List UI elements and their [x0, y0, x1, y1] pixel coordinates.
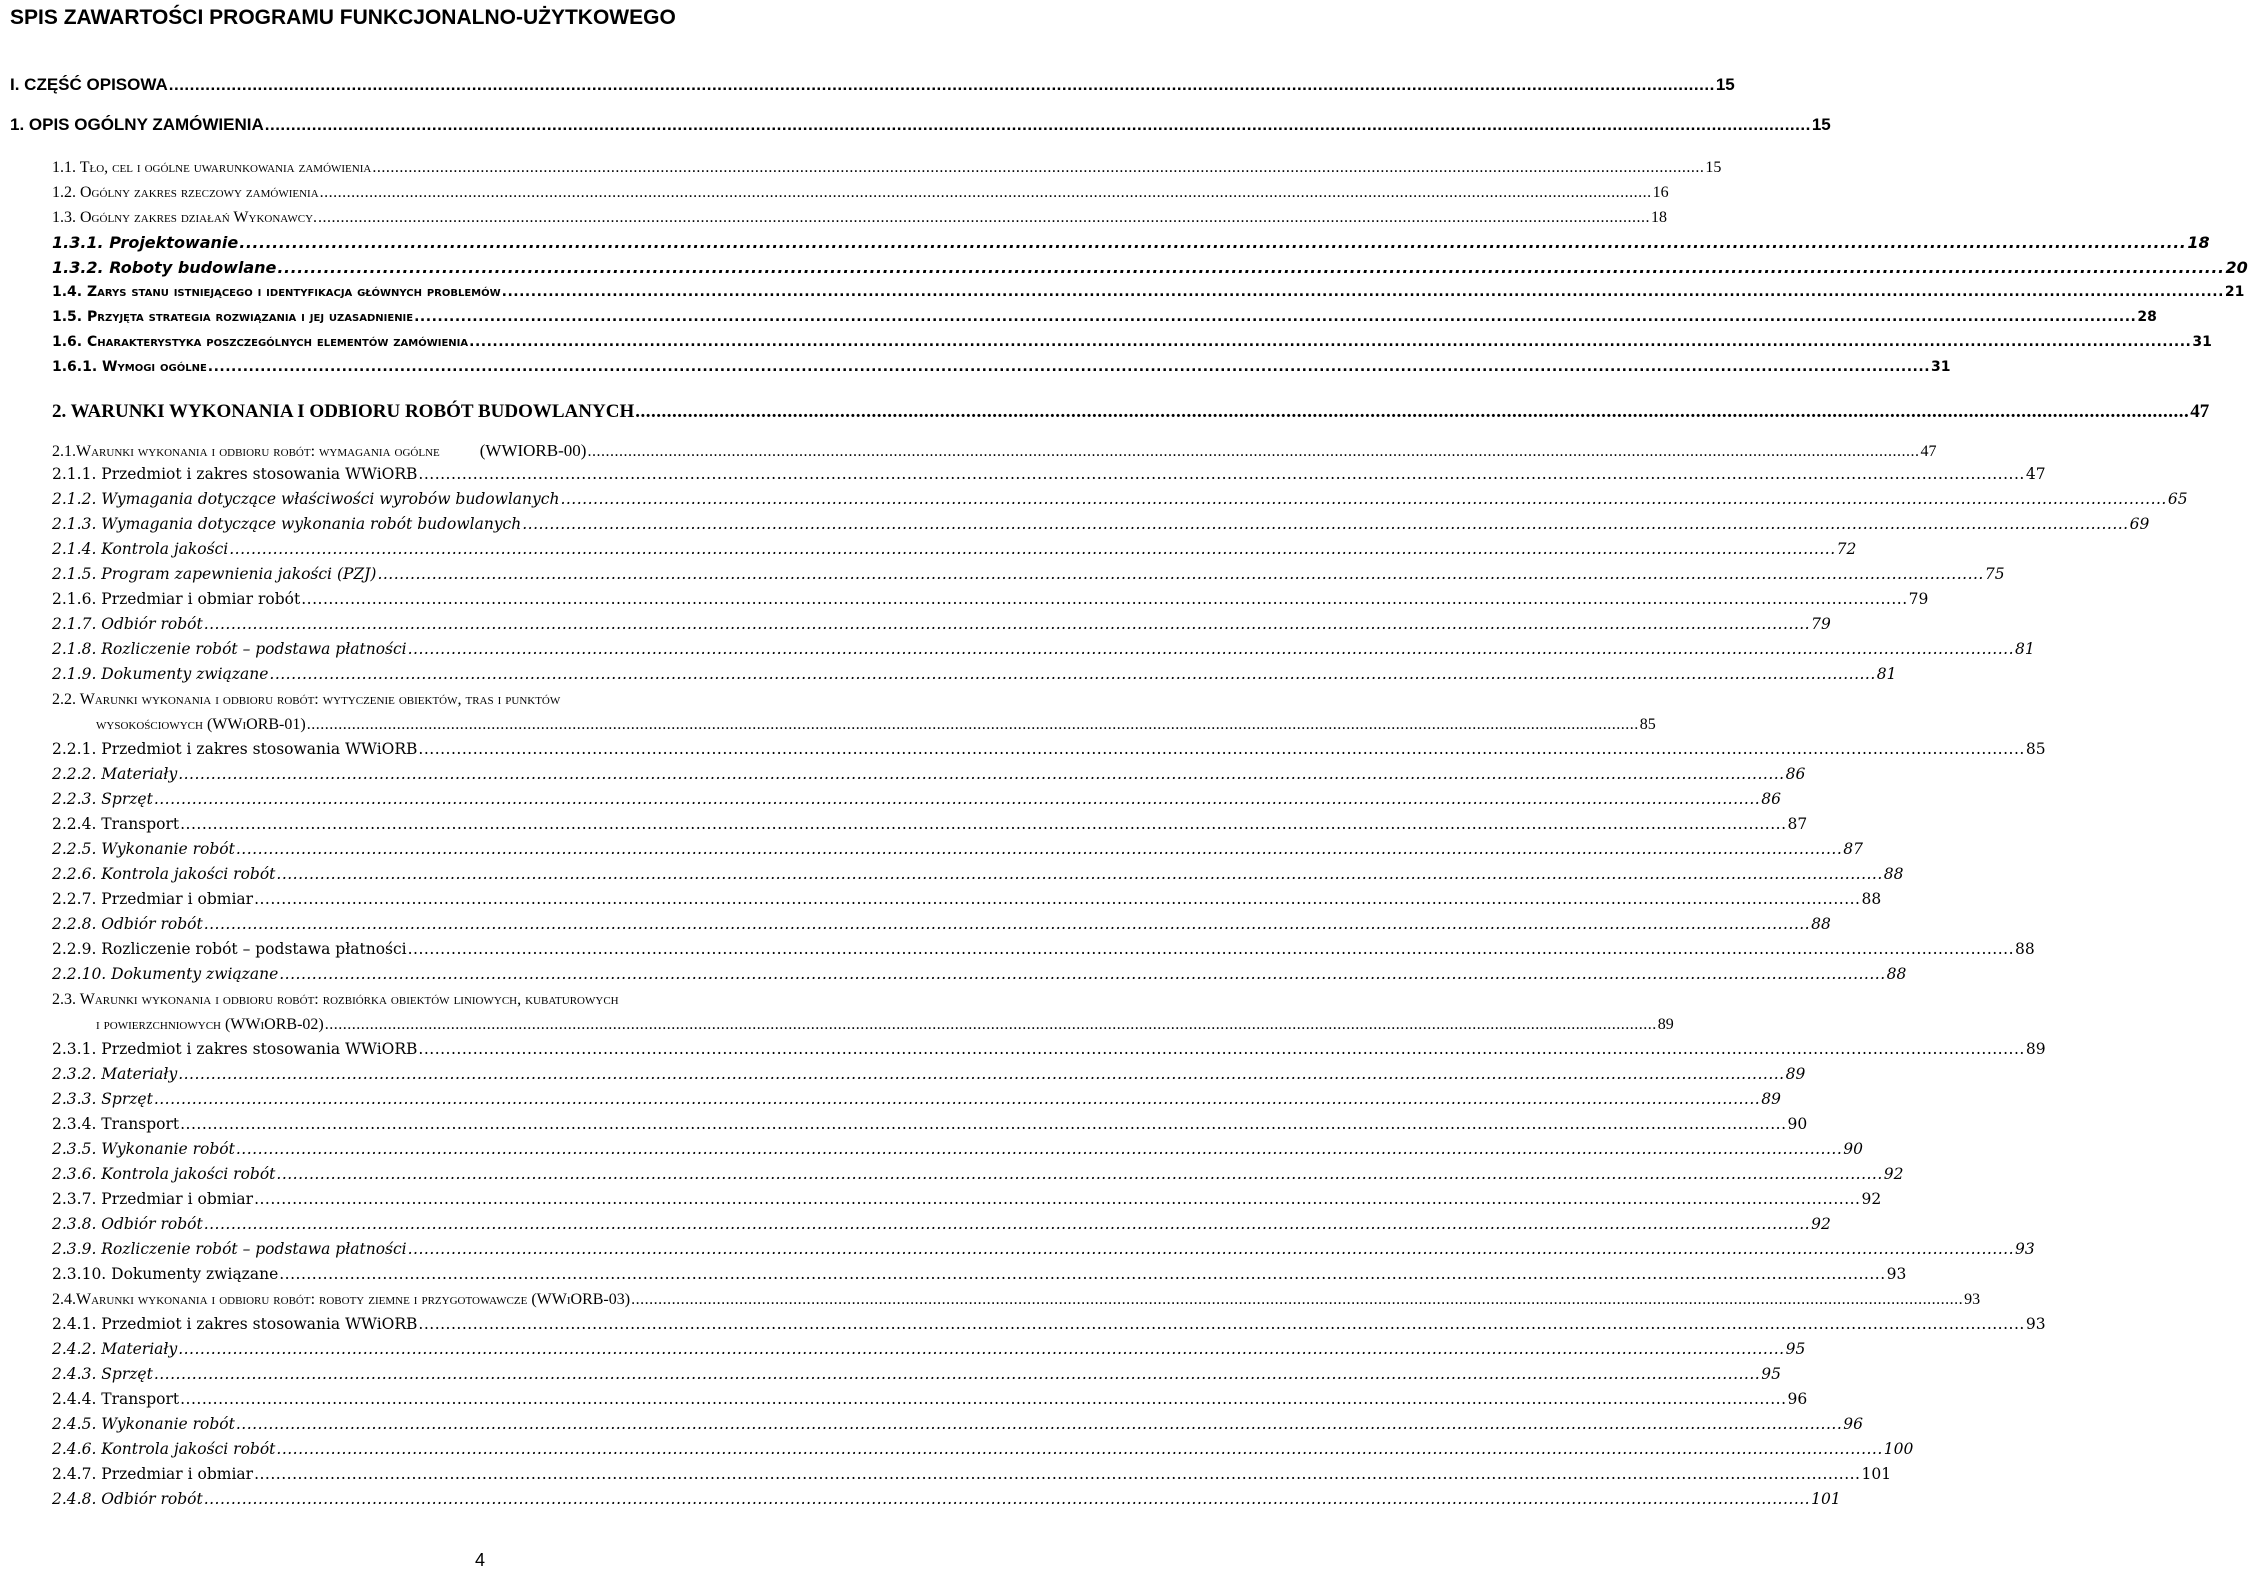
toc-entry-title: 2.4.5. Wykonanie robót: [52, 1415, 235, 1433]
toc-entry-title: 2.2.1. Przedmiot i zakres stosowania WWiORB: [52, 740, 418, 758]
toc-entry[interactable]: [52, 490, 2188, 508]
toc-entry-title: 2.2.5. Wykonanie robót: [52, 840, 235, 858]
toc-leader-dots: [635, 402, 2189, 421]
toc-entry-page: 86: [1785, 765, 1806, 783]
toc-entry-title: 2.1.8. Rozliczenie robót – podstawa płatności: [52, 640, 407, 658]
toc-entry[interactable]: [96, 1016, 1674, 1033]
toc-leader-dots: [254, 1467, 1860, 1483]
toc-entry[interactable]: [52, 1090, 1781, 1108]
toc-entry[interactable]: [52, 309, 2157, 325]
toc-entry-page: 88: [1861, 890, 1882, 908]
toc-leader-dots: [236, 1417, 1842, 1433]
toc-leader-dots: [320, 185, 1652, 201]
toc-entry-title: 2.1.2. Wymagania dotyczące właściwości wyrobów budowlanych: [52, 490, 560, 508]
toc-entry-page: 101: [1811, 1490, 1841, 1508]
toc-entry-page: 96: [1843, 1415, 1863, 1433]
toc-leader-dots: [269, 667, 1875, 683]
toc-entry-title: 2.2.3. Sprzęt: [52, 790, 153, 808]
toc-entry-code: (WWIORB-00): [479, 441, 587, 460]
toc-entry[interactable]: [52, 1440, 1914, 1458]
toc-leader-dots: [587, 444, 1919, 460]
toc-leader-dots: [204, 1217, 1810, 1233]
toc-leader-dots: [154, 1092, 1760, 1108]
toc-leader-dots: [560, 492, 2166, 508]
toc-entry[interactable]: [52, 1240, 2035, 1258]
toc-entry-title: 2.3.1. Przedmiot i zakres stosowania WWiORB: [52, 1040, 418, 1058]
toc-entry-title: 2.3. Warunki wykonania i odbioru robót: rozbiórka obiektów liniowych, kubaturowych: [52, 991, 619, 1008]
toc-leader-dots: [239, 235, 2186, 251]
toc-entry-title: 2.3.7. Przedmiar i obmiar: [52, 1190, 254, 1208]
toc-leader-dots: [276, 1442, 1882, 1458]
toc-entry[interactable]: [52, 815, 1808, 833]
toc-entry-page: 31: [1931, 359, 1951, 375]
toc-entry[interactable]: [52, 540, 1857, 558]
toc-entry-page: 93: [1886, 1265, 1907, 1283]
toc-entry-page: 92: [1811, 1215, 1831, 1233]
toc-entry-title: 2.4.8. Odbiór robót: [52, 1490, 203, 1508]
toc-entry-title: 2.1.9. Dokumenty związane: [52, 665, 269, 683]
toc-entry-title: 1.4. Zarys stanu istniejącego i identyfikacja głównych problemów: [52, 284, 501, 300]
toc-entry-title: 2.4.3. Sprzęt: [52, 1365, 153, 1383]
toc-entry[interactable]: [52, 515, 2150, 533]
toc-entry-title: 1.2. Ogólny zakres rzeczowy zamówienia: [52, 184, 319, 201]
toc-entry[interactable]: [52, 692, 820, 708]
toc-entry[interactable]: [96, 716, 1656, 733]
toc-leader-dots: [502, 285, 2224, 299]
toc-entry-page: 31: [2192, 334, 2212, 350]
toc-leader-dots: [307, 717, 1639, 733]
toc-leader-dots: [325, 1017, 1657, 1033]
toc-entry[interactable]: [52, 184, 1669, 201]
toc-entry[interactable]: [52, 790, 1781, 808]
toc-entry[interactable]: [52, 965, 1907, 983]
toc-entry-page: 88: [2015, 940, 2035, 958]
toc-entry-page: 89: [1785, 1065, 1806, 1083]
toc-leader-dots: [204, 617, 1810, 633]
toc-entry[interactable]: [52, 1190, 1882, 1208]
toc-entry-title: 2.3.5. Wykonanie robót: [52, 1140, 235, 1158]
toc-entry-page: 20: [2225, 258, 2248, 277]
toc-entry-page: 85: [2025, 740, 2046, 758]
toc-entry-page: 47: [2190, 401, 2210, 422]
toc-entry[interactable]: [52, 441, 1937, 460]
toc-leader-dots: [418, 1042, 2024, 1058]
toc-entry-title: 2.2.9. Rozliczenie robót – podstawa płatności: [52, 940, 407, 958]
toc-entry-title: 2.2.8. Odbiór robót: [52, 915, 203, 933]
toc-entry[interactable]: [52, 992, 920, 1008]
toc-entry-title: 2.2.7. Przedmiar i obmiar: [52, 890, 254, 908]
toc-leader-dots: [154, 792, 1760, 808]
toc-entry[interactable]: [52, 765, 1806, 783]
toc-entry-page: 88: [1811, 915, 1831, 933]
toc-entry-page: 100: [1883, 1440, 1914, 1458]
toc-entry[interactable]: [52, 665, 1897, 683]
toc-entry-page: 90: [1787, 1115, 1808, 1133]
toc-leader-dots: [469, 335, 2191, 349]
toc-entry-title: 2.3.6. Kontrola jakości robót: [52, 1165, 276, 1183]
toc-entry[interactable]: [52, 615, 1831, 633]
toc-entry-page: 47: [1920, 443, 1937, 460]
toc-leader-dots: [169, 76, 1715, 93]
toc-entry-title: i powierzchniowych (WWiORB-02): [96, 1016, 324, 1033]
toc-entry-page: 18: [1651, 209, 1668, 226]
toc-entry-title: 1.3. Ogólny zakres działań Wykonawcy.: [52, 209, 318, 226]
toc-entry-page: 93: [2025, 1315, 2046, 1333]
toc-entry-title: 2.4.Warunki wykonania i odbioru robót: roboty ziemne i przygotowawcze (WWiORB-03): [52, 1291, 631, 1308]
toc-entry[interactable]: [52, 740, 2046, 758]
toc-entry[interactable]: [52, 1040, 2046, 1058]
toc-entry[interactable]: [52, 401, 2210, 422]
page-number: 4: [474, 1550, 485, 1570]
toc-entry-page: 89: [1657, 1016, 1674, 1033]
toc-entry-page: 87: [1787, 815, 1808, 833]
toc-entry-title: 2.3.10. Dokumenty związane: [52, 1265, 279, 1283]
toc-entry-title: 2.4.4. Transport: [52, 1390, 180, 1408]
toc-leader-dots: [180, 1117, 1786, 1133]
toc-entry[interactable]: [52, 359, 1951, 375]
toc-entry-title: 2.3.2. Materiały: [52, 1065, 178, 1083]
toc-entry[interactable]: [52, 1115, 1808, 1133]
toc-leader-dots: [204, 1492, 1810, 1508]
toc-entry-page: 89: [2025, 1040, 2046, 1058]
toc-entry[interactable]: [52, 1415, 1863, 1433]
toc-leader-dots: [318, 210, 1650, 226]
toc-entry-title: 2. WARUNKI WYKONANIA I ODBIORU ROBÓT BUDOWLANYCH: [52, 401, 635, 422]
toc-entry-title: 2.1.Warunki wykonania i odbioru robót: wymagania ogólne: [52, 443, 440, 460]
toc-entry-title: 1. OPIS OGÓLNY ZAMÓWIENIA: [10, 115, 264, 134]
toc-entry-title: 2.1.7. Odbiór robót: [52, 615, 203, 633]
toc-entry[interactable]: [10, 115, 1831, 134]
toc-leader-dots: [276, 1167, 1882, 1183]
toc-leader-dots: [204, 917, 1810, 933]
toc-entry-page: 95: [1785, 1340, 1806, 1358]
toc-entry-page: 21: [2224, 284, 2245, 300]
toc-entry[interactable]: [52, 1215, 1831, 1233]
toc-entry-title: 1.6.1. Wymogi ogólne: [52, 359, 207, 375]
toc-entry-title: 1.3.1. Projektowanie: [52, 233, 239, 252]
toc-leader-dots: [301, 592, 1907, 608]
toc-entry[interactable]: [52, 465, 2046, 483]
toc-entry-title: 2.3.9. Rozliczenie robót – podstawa płatności: [52, 1240, 407, 1258]
toc-entry-title: 2.4.1. Przedmiot i zakres stosowania WWiORB: [52, 1315, 418, 1333]
toc-entry-title: 2.2.4. Transport: [52, 815, 180, 833]
toc-leader-dots: [279, 1267, 1885, 1283]
toc-entry[interactable]: [52, 1165, 1904, 1183]
toc-entry-page: 90: [1843, 1140, 1863, 1158]
toc-entry[interactable]: [52, 1065, 1806, 1083]
toc-entry[interactable]: [52, 258, 2248, 277]
toc-entry-title: 2.2.6. Kontrola jakości robót: [52, 865, 276, 883]
toc-leader-dots: [631, 1292, 1963, 1308]
toc-entry-page: 16: [1652, 184, 1669, 201]
toc-entry-page: 81: [1876, 665, 1897, 683]
toc-entry[interactable]: [52, 865, 1904, 883]
toc-entry-title: 2.1.1. Przedmiot i zakres stosowania WWiORB: [52, 465, 418, 483]
toc-entry-title: 2.2.10. Dokumenty związane: [52, 965, 279, 983]
toc-entry[interactable]: [52, 284, 2245, 300]
toc-entry-page: 101: [1861, 1465, 1892, 1483]
toc-leader-dots: [377, 567, 1983, 583]
toc-entry-page: 96: [1787, 1390, 1808, 1408]
toc-entry[interactable]: [10, 75, 1735, 94]
toc-leader-dots: [178, 767, 1784, 783]
toc-entry-page: 88: [1883, 865, 1904, 883]
toc-leader-dots: [277, 260, 2224, 276]
toc-entry-title: 1.3.2. Roboty budowlane: [52, 258, 277, 277]
toc-entry-title: 2.1.3. Wymagania dotyczące wykonania robót budowlanych: [52, 515, 522, 533]
toc-entry[interactable]: [52, 1265, 1907, 1283]
toc-entry-title: 2.4.7. Przedmiar i obmiar: [52, 1465, 254, 1483]
toc-leader-dots: [418, 742, 2024, 758]
toc-entry-page: 15: [1705, 159, 1722, 176]
toc-leader-dots: [414, 310, 2136, 324]
toc-entry[interactable]: [52, 1315, 2046, 1333]
toc-entry-title: 1.1. Tło, cel i ogólne uwarunkowania zamówienia: [52, 159, 372, 176]
toc-entry[interactable]: [52, 1465, 1892, 1483]
toc-entry[interactable]: [52, 1291, 1981, 1308]
toc-entry-page: 15: [1811, 115, 1831, 134]
toc-leader-dots: [236, 1142, 1842, 1158]
toc-entry-title: wysokościowych (WWiORB-01): [96, 716, 306, 733]
toc-leader-dots: [229, 542, 1835, 558]
toc-leader-dots: [418, 1317, 2024, 1333]
toc-entry-title: 2.1.5. Program zapewnienia jakości (PZJ): [52, 565, 377, 583]
toc-entry-page: 85: [1639, 716, 1656, 733]
toc-entry[interactable]: [52, 209, 1668, 226]
toc-entry-page: 89: [1761, 1090, 1781, 1108]
toc-entry-page: 15: [1715, 75, 1735, 94]
toc-entry-title: 2.3.3. Sprzęt: [52, 1090, 153, 1108]
toc-entry-page: 28: [2137, 309, 2157, 325]
toc-entry[interactable]: [52, 940, 2035, 958]
toc-leader-dots: [208, 360, 1930, 374]
toc-entry[interactable]: [52, 640, 2035, 658]
toc-entry-title: 1.6. Charakterystyka poszczególnych elementów zamówienia: [52, 334, 469, 350]
toc-entry[interactable]: [52, 915, 1831, 933]
toc-entry-page: 93: [1964, 1291, 1981, 1308]
toc-leader-dots: [254, 1192, 1860, 1208]
toc-entry[interactable]: [52, 233, 2210, 252]
toc-entry-page: 88: [1886, 965, 1907, 983]
toc-leader-dots: [408, 942, 2014, 958]
toc-entry[interactable]: [52, 334, 2212, 350]
toc-entry-page: 93: [2015, 1240, 2035, 1258]
toc-leader-dots: [522, 517, 2128, 533]
toc-entry-title: 2.2. Warunki wykonania i odbioru robót: wytyczenie obiektów, tras i punktów: [52, 691, 561, 708]
toc-entry-page: 86: [1761, 790, 1781, 808]
toc-leader-dots: [180, 817, 1786, 833]
toc-entry-page: 72: [1836, 540, 1857, 558]
toc-entry[interactable]: [52, 565, 2005, 583]
page-title: SPIS ZAWARTOŚCI PROGRAMU FUNKCJONALNO-UŻYTKOWEGO: [10, 6, 676, 29]
toc-entry[interactable]: [52, 890, 1882, 908]
toc-leader-dots: [180, 1392, 1786, 1408]
toc-entry[interactable]: [52, 1340, 1806, 1358]
toc-entry[interactable]: [52, 1490, 1841, 1508]
toc-entry-title: 2.3.4. Transport: [52, 1115, 180, 1133]
toc-entry-page: 81: [2015, 640, 2035, 658]
toc-leader-dots: [178, 1067, 1784, 1083]
toc-leader-dots: [372, 160, 1704, 176]
toc-entry-page: 47: [2025, 465, 2046, 483]
toc-leader-dots: [254, 892, 1860, 908]
toc-leader-dots: [408, 1242, 2014, 1258]
toc-leader-dots: [154, 1367, 1760, 1383]
toc-entry-title: 2.4.2. Materiały: [52, 1340, 178, 1358]
toc-entry-title: 2.1.4. Kontrola jakości: [52, 540, 229, 558]
toc-entry-page: 87: [1843, 840, 1863, 858]
toc-entry[interactable]: [52, 159, 1722, 176]
toc-entry-title: I. CZĘŚĆ OPISOWA: [10, 75, 168, 94]
toc-entry-title: 2.3.8. Odbiór robót: [52, 1215, 203, 1233]
toc-entry-page: 79: [1811, 615, 1831, 633]
toc-entry-page: 18: [2187, 233, 2210, 252]
toc-leader-dots: [178, 1342, 1784, 1358]
toc-entry[interactable]: [52, 1390, 1808, 1408]
toc-entry-page: 65: [2167, 490, 2188, 508]
toc-entry-title: 1.5. Przyjęta strategia rozwiązania i jej uzasadnienie: [52, 309, 414, 325]
toc-entry-title: 2.4.6. Kontrola jakości robót: [52, 1440, 276, 1458]
toc-leader-dots: [276, 867, 1882, 883]
toc-leader-dots: [236, 842, 1842, 858]
toc-leader-dots: [418, 467, 2024, 483]
toc-leader-dots: [408, 642, 2014, 658]
toc-entry-page: 75: [1984, 565, 2005, 583]
toc-entry-page: 79: [1908, 590, 1929, 608]
toc-entry-title: 2.1.6. Przedmiar i obmiar robót: [52, 590, 301, 608]
toc-entry-title: 2.2.2. Materiały: [52, 765, 178, 783]
toc-entry-page: 95: [1761, 1365, 1781, 1383]
toc-entry[interactable]: [52, 590, 1929, 608]
toc-leader-dots: [265, 116, 1811, 133]
toc-entry-page: 69: [2129, 515, 2150, 533]
toc-leader-dots: [279, 967, 1885, 983]
toc-entry[interactable]: [52, 1140, 1863, 1158]
toc-entry[interactable]: [52, 840, 1863, 858]
toc-entry-page: 92: [1883, 1165, 1904, 1183]
toc-entry-page: 92: [1861, 1190, 1882, 1208]
toc-entry[interactable]: [52, 1365, 1781, 1383]
